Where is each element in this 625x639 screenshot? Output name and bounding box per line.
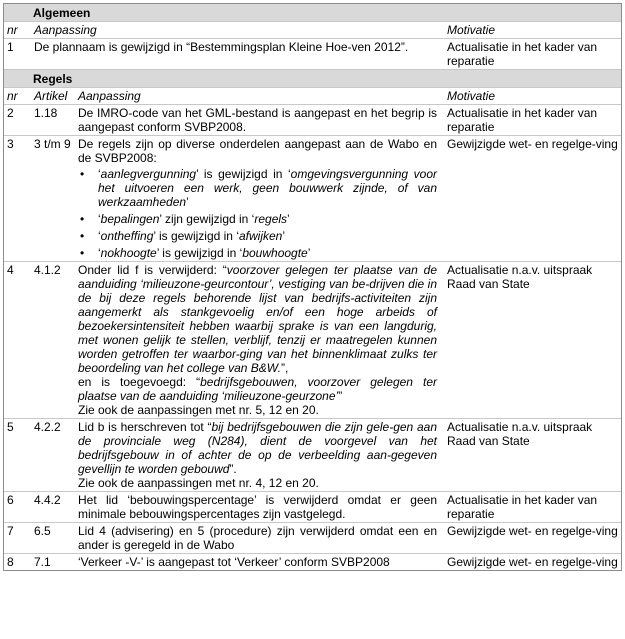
col-aanpassing-header: Aanpassing: [34, 23, 97, 37]
row-artikel: 4.4.2: [34, 493, 61, 507]
row-nr: 1: [7, 40, 14, 54]
list-item: • ‘nokhoogte’ is gewijzigd in ‘bouwhoogte’: [92, 246, 437, 260]
row-motivatie: Actualisatie n.a.v. uitspraak Raad van State: [447, 420, 593, 448]
column-header-row-algemeen: [4, 21, 621, 38]
row-aanpassing: De plannaam is gewijzigd in “Bestemmingsplan Kleine Hoe-ven 2012”.: [34, 40, 409, 54]
row-aanpassing: De IMRO-code van het GML-bestand is aangepast en het begrip is aangepast conform SVBP2008.: [78, 106, 437, 134]
row-nr: 7: [7, 524, 14, 538]
row-aanpassing: [78, 136, 443, 261]
row-aanpassing: ‘Verkeer -V-’ is aangepast tot ‘Verkeer’ conform SVBP2008: [78, 555, 390, 569]
row-artikel: 6.5: [34, 524, 51, 538]
row-nr: 6: [7, 493, 14, 507]
list-item: • ‘bepalingen’ zijn gewijzigd in ‘regels’: [92, 212, 437, 226]
row-motivatie: Actualisatie in het kader van reparatie: [447, 106, 598, 134]
row-aanpassing: [78, 419, 443, 491]
section-title-algemeen: Algemeen: [33, 6, 91, 20]
row-artikel: 4.1.2: [34, 263, 61, 277]
section-header-algemeen: [4, 4, 621, 21]
row-motivatie: Gewijzigde wet- en regelge-ving: [447, 524, 618, 538]
col-nr-header: nr: [7, 89, 18, 103]
row-nr: 4: [7, 263, 14, 277]
added-text: en is toegevoegd: “bedrijfsgebouwen, voorzover gelegen ter plaatse van de aanduiding ‘milieuzone-geurzone’”: [78, 375, 437, 403]
row-aanpassing: [78, 262, 443, 418]
row-aanpassing-intro: De regels zijn op diverse onderdelen aangepast aan de Wabo en de SVBP2008:: [78, 137, 437, 165]
list-item: • ‘aanlegvergunning’ is gewijzigd in ‘omgevingsvergunning voor het uitvoeren een werk, geen bouwwerk zijnde, of van werkzaamheden’: [92, 167, 437, 209]
table-row: [4, 418, 621, 491]
row-artikel: 3 t/m 9: [34, 137, 71, 151]
bullet-list: [78, 167, 437, 260]
row-artikel: 4.2.2: [34, 420, 61, 434]
see-also: Zie ook de aanpassingen met nr. 4, 12 en 20.: [78, 476, 319, 490]
row-aanpassing: Lid 4 (advisering) en 5 (procedure) zijn verwijderd omdat een en ander is geregeld in de Wabo: [78, 524, 437, 552]
row-motivatie: Actualisatie in het kader van reparatie: [447, 40, 598, 68]
section-header-regels: [4, 69, 621, 87]
removed-text: Onder lid f is verwijderd: “voorzover gelegen ter plaatse van de aanduiding ‘milieuzone-geurcontour’, vestiging van be-drijven die in de bij deze regels behorende lijst van bedrijfs-activiteiten zijn aangemerkt als stankgevoelig en/of een hoge arbeids of bezoekersintensiteit hebben waarbij sprake is van een langdurig, met wonen gelijk te stellen, verblijf, tenzij er maatregelen kunnen worden getroffen ter waarbor-ging van het binnenklimaat zulks ter beoordeling van het college van B&W.”,: [78, 263, 438, 375]
row-aanpassing: Het lid ‘bebouwingspercentage’ is verwijderd omdat er geen minimale bebouwingspercentages zijn vastgelegd.: [78, 493, 437, 521]
row-motivatie: Actualisatie n.a.v. uitspraak Raad van State: [447, 263, 593, 291]
table-row: [4, 38, 621, 69]
row-nr: 3: [7, 137, 14, 151]
col-motivatie-header: Motivatie: [447, 23, 496, 37]
row-nr: 8: [7, 555, 14, 569]
row-artikel: 7.1: [34, 555, 51, 569]
col-aanpassing-header: Aanpassing: [78, 89, 141, 103]
table-row: [4, 135, 621, 261]
table-row: [4, 553, 621, 570]
rewritten-text: Lid b is herschreven tot “bij bedrijfsgebouwen die zijn gele-gen aan de provinciale weg (N284), dient de voorgevel van het bedrijfsgebouw in of achter de op de verbeelding aan-gegeven gevellijn te worden gebouwd”.: [78, 420, 437, 476]
table-row: [4, 522, 621, 553]
changes-table: [3, 3, 622, 571]
col-motivatie-header: Motivatie: [447, 89, 496, 103]
row-motivatie: Gewijzigde wet- en regelge-ving: [447, 137, 618, 151]
see-also: Zie ook de aanpassingen met nr. 5, 12 en 20.: [78, 403, 319, 417]
row-nr: 5: [7, 420, 14, 434]
row-motivatie: Actualisatie in het kader van reparatie: [447, 493, 598, 521]
section-title-regels: Regels: [33, 72, 73, 86]
table-row: [4, 104, 621, 135]
table-row: [4, 261, 621, 418]
list-item: • ‘ontheffing’ is gewijzigd in ‘afwijken’: [92, 229, 437, 243]
table-row: [4, 491, 621, 522]
row-artikel: 1.18: [34, 106, 58, 120]
row-nr: 2: [7, 106, 14, 120]
col-nr-header: nr: [7, 23, 18, 37]
column-header-row-regels: [4, 87, 621, 104]
row-motivatie: Gewijzigde wet- en regelge-ving: [447, 555, 618, 569]
col-artikel-header: Artikel: [34, 89, 68, 103]
